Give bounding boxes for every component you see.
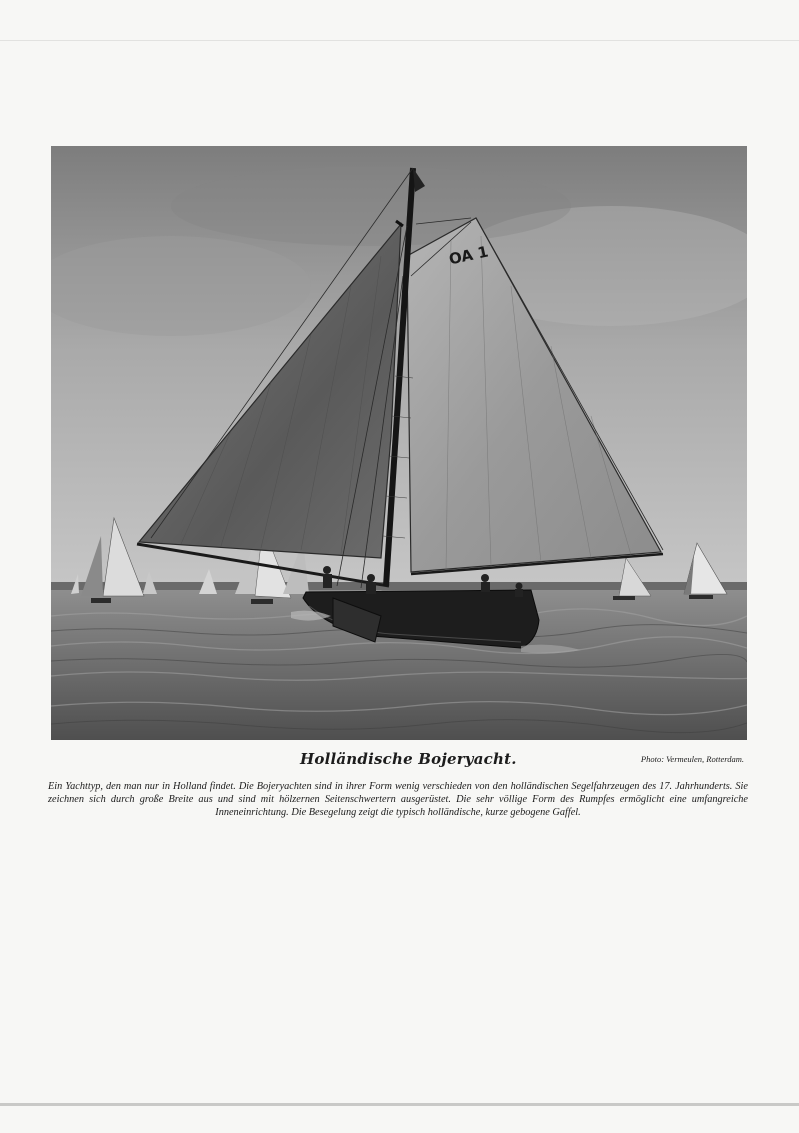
description-paragraph: Ein Yachttyp, den man nur in Holland findet. Die Bojeryachten sind in ihrer Form wenig verschieden von den holländischen Segelfahrzeugen des 17. Jahrhunderts. Sie zeichnen sich durch große Breite aus und sind mit hölzernen Seitenschwertern ausgerüstet. Die sehr völlige Form des Rumpfes ermöglicht eine umfangreiche Inneneinrichtung. Die Besegelung zeigt die typisch holländische, kurze gebogene Gaffel. (48, 781, 748, 818)
page-edge-top (0, 40, 799, 41)
sailing-yacht-photograph (51, 146, 747, 740)
sail-number: OA 1 (447, 242, 490, 269)
photo-credit: Photo: Vermeulen, Rotterdam. (640, 754, 744, 764)
page-edge-bottom (0, 1103, 799, 1106)
caption-title: Holländische Bojeryacht. (300, 750, 517, 768)
